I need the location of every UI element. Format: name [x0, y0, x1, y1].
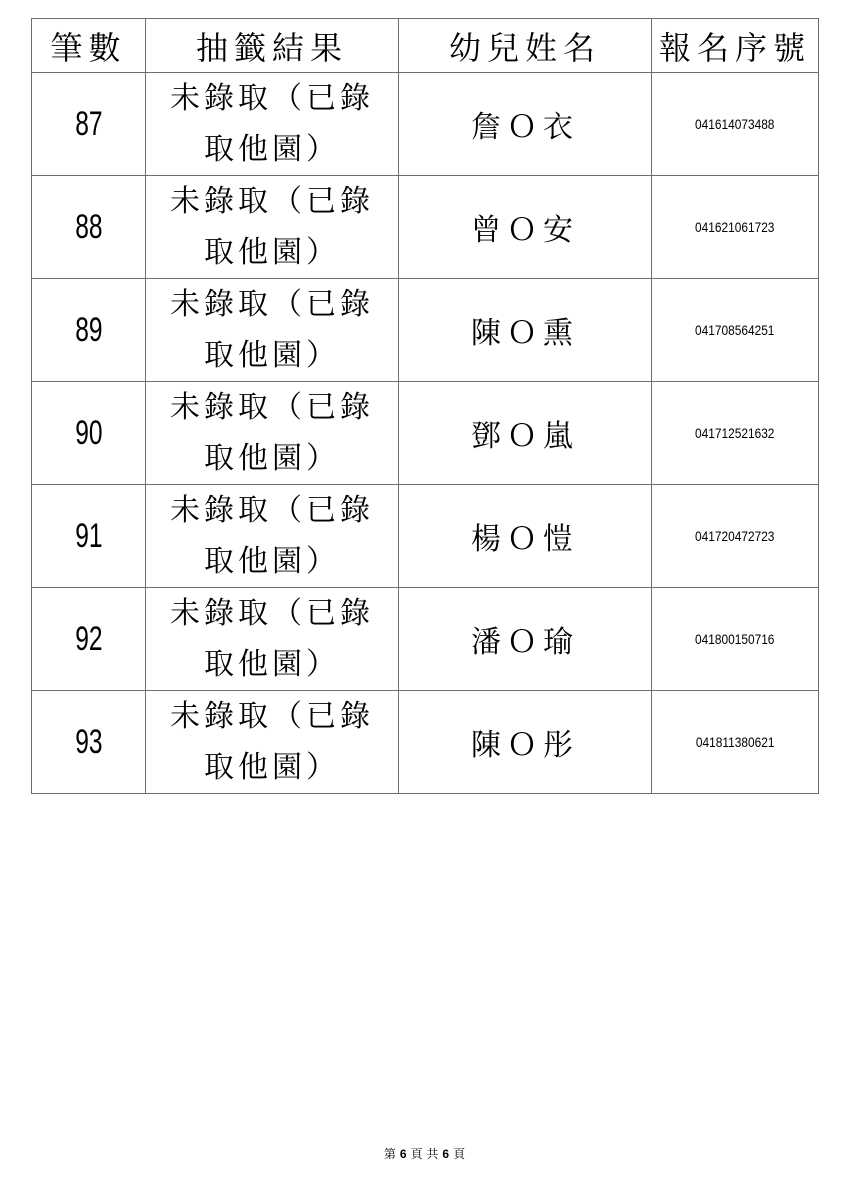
row-count: 92	[40, 588, 137, 691]
row-registration-number: 041811380621	[652, 691, 819, 794]
row-result: 未錄取（已錄 取他園）	[146, 588, 399, 691]
row-child-name: 潘Ｏ瑜	[399, 588, 652, 691]
row-child-name: 曾Ｏ安	[399, 176, 652, 279]
row-registration-number: 041614073488	[652, 73, 819, 176]
row-result: 未錄取（已錄 取他園）	[146, 382, 399, 485]
table-row	[32, 691, 819, 794]
row-result: 未錄取（已錄 取他園）	[146, 485, 399, 588]
table-body	[32, 73, 819, 794]
row-registration-number: 041712521632	[652, 382, 819, 485]
table-header	[32, 19, 819, 73]
row-result: 未錄取（已錄 取他園）	[146, 279, 399, 382]
row-count: 87	[40, 73, 137, 176]
header-row	[32, 19, 819, 73]
row-result: 未錄取（已錄 取他園）	[146, 691, 399, 794]
table-row	[32, 382, 819, 485]
row-count: 90	[40, 382, 137, 485]
row-result: 未錄取（已錄 取他園）	[146, 73, 399, 176]
header-count: 筆數	[32, 19, 146, 73]
page-footer	[0, 1145, 849, 1162]
header-lottery-result: 抽籤結果	[146, 19, 399, 73]
table-row	[32, 73, 819, 176]
row-child-name: 鄧Ｏ嵐	[399, 382, 652, 485]
row-count: 89	[40, 279, 137, 382]
footer-current-page: 6	[399, 1147, 407, 1161]
table-row	[32, 176, 819, 279]
row-child-name: 陳Ｏ熏	[399, 279, 652, 382]
row-result: 未錄取（已錄 取他園）	[146, 176, 399, 279]
footer-suffix: 頁	[453, 1147, 466, 1161]
header-child-name: 幼兒姓名	[399, 19, 652, 73]
lottery-results-table	[31, 18, 819, 794]
row-count: 93	[40, 691, 137, 794]
row-child-name: 陳Ｏ彤	[399, 691, 652, 794]
footer-middle: 頁 共	[410, 1147, 439, 1161]
row-count: 88	[40, 176, 137, 279]
row-child-name: 楊Ｏ愷	[399, 485, 652, 588]
footer-total-pages: 6	[442, 1147, 450, 1161]
row-registration-number: 041720472723	[652, 485, 819, 588]
table-row	[32, 279, 819, 382]
footer-prefix: 第	[383, 1147, 396, 1161]
row-registration-number: 041621061723	[652, 176, 819, 279]
table-row	[32, 588, 819, 691]
row-registration-number: 041800150716	[652, 588, 819, 691]
header-registration-number: 報名序號	[652, 19, 819, 73]
row-registration-number: 041708564251	[652, 279, 819, 382]
row-count: 91	[40, 485, 137, 588]
row-child-name: 詹Ｏ衣	[399, 73, 652, 176]
table-row	[32, 485, 819, 588]
